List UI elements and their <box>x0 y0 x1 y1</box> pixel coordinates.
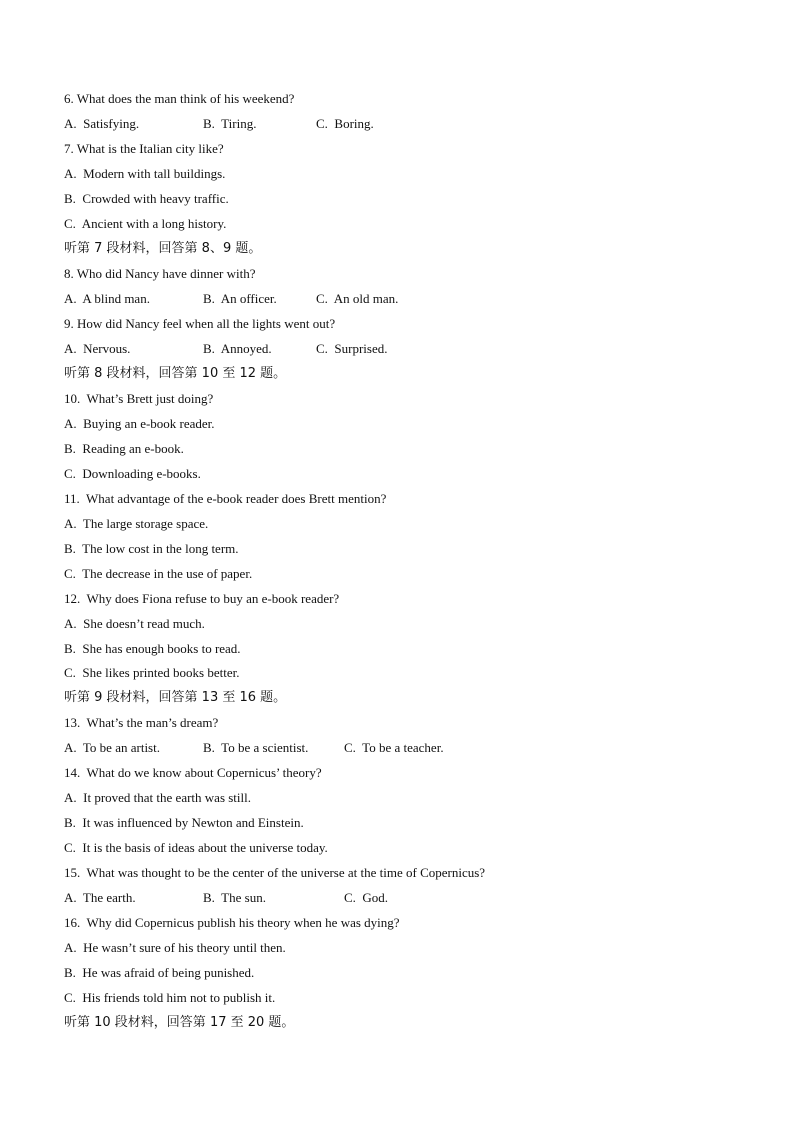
section-instruction-7: 听第 7 段材料，回答第 8、9 题。 <box>64 241 262 256</box>
option-a: A. It proved that the earth was still. <box>64 790 252 805</box>
option-a: A. Satisfying. <box>64 116 140 131</box>
options-8 <box>64 290 399 308</box>
option-a: A. The earth. <box>64 890 136 905</box>
question-9: 9. How did Nancy feel when all the lights went out? <box>64 316 336 331</box>
option-b: B. It was influenced by Newton and Einstein. <box>64 815 304 830</box>
option-a: A. The large storage space. <box>64 516 209 531</box>
section-instruction-10: 听第 10 段材料，回答第 17 至 20 题。 <box>64 1015 295 1030</box>
options-15 <box>64 889 389 907</box>
option-a: A. Modern with tall buildings. <box>64 166 226 181</box>
question-14: 14. What do we know about Copernicus’ theory? <box>64 765 322 780</box>
option-b: B. He was afraid of being punished. <box>64 965 255 980</box>
question-8: 8. Who did Nancy have dinner with? <box>64 266 256 281</box>
option-a: A. A blind man. <box>64 291 150 306</box>
option-b: B. An officer. <box>203 291 277 306</box>
option-c: C. To be a teacher. <box>344 740 444 755</box>
option-b: B. She has enough books to read. <box>64 641 241 656</box>
question-15: 15. What was thought to be the center of the universe at the time of Copernicus? <box>64 865 486 880</box>
option-b: B. To be a scientist. <box>203 740 309 755</box>
options-13 <box>64 739 444 757</box>
option-a: A. Nervous. <box>64 341 131 356</box>
section-instruction-9: 听第 9 段材料，回答第 13 至 16 题。 <box>64 690 287 705</box>
option-c: C. Boring. <box>316 116 374 131</box>
option-c: C. Surprised. <box>316 341 388 356</box>
question-12: 12. Why does Fiona refuse to buy an e-book reader? <box>64 591 340 606</box>
options-9 <box>64 340 388 358</box>
option-b: B. Crowded with heavy traffic. <box>64 191 229 206</box>
option-b: B. Reading an e-book. <box>64 441 184 456</box>
option-b: B. Tiring. <box>203 116 257 131</box>
option-a: A. To be an artist. <box>64 740 160 755</box>
question-10: 10. What’s Brett just doing? <box>64 391 214 406</box>
question-16: 16. Why did Copernicus publish his theory when he was dying? <box>64 915 400 930</box>
option-a: A. He wasn’t sure of his theory until then. <box>64 940 286 955</box>
option-c: C. God. <box>344 890 389 905</box>
option-c: C. She likes printed books better. <box>64 665 240 680</box>
question-6: 6. What does the man think of his weekend? <box>64 91 295 106</box>
option-c: C. The decrease in the use of paper. <box>64 566 253 581</box>
question-7: 7. What is the Italian city like? <box>64 141 224 156</box>
option-c: C. Ancient with a long history. <box>64 216 227 231</box>
option-c: C. Downloading e-books. <box>64 466 201 481</box>
options-6 <box>64 115 374 133</box>
section-instruction-8: 听第 8 段材料，回答第 10 至 12 题。 <box>64 366 287 381</box>
option-b: B. Annoyed. <box>203 341 272 356</box>
option-c: C. It is the basis of ideas about the universe today. <box>64 840 328 855</box>
option-a: A. She doesn’t read much. <box>64 616 205 631</box>
option-c: C. His friends told him not to publish it. <box>64 990 276 1005</box>
question-11: 11. What advantage of the e-book reader does Brett mention? <box>64 491 387 506</box>
option-c: C. An old man. <box>316 291 399 306</box>
option-a: A. Buying an e-book reader. <box>64 416 215 431</box>
option-b: B. The low cost in the long term. <box>64 541 239 556</box>
option-b: B. The sun. <box>203 890 266 905</box>
question-13: 13. What’s the man’s dream? <box>64 715 219 730</box>
